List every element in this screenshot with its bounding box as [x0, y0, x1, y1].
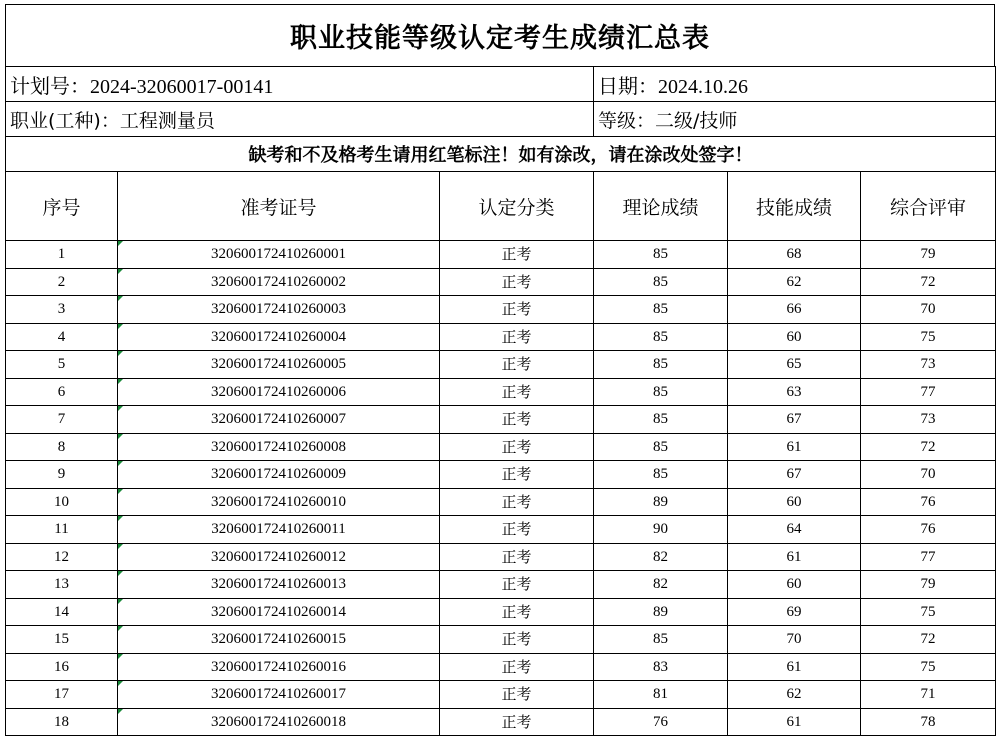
- header-category[interactable]: 认定分类: [440, 172, 594, 241]
- cell-theory[interactable]: 85: [594, 296, 728, 324]
- date-cell[interactable]: 日期：2024.10.26: [594, 67, 996, 102]
- cell-category[interactable]: 正考: [440, 626, 594, 654]
- cell-review[interactable]: 75: [861, 653, 996, 681]
- cell-theory[interactable]: 82: [594, 543, 728, 571]
- cell-review[interactable]: 77: [861, 543, 996, 571]
- cell-no[interactable]: 10: [6, 488, 118, 516]
- notice-row: [6, 137, 996, 172]
- cell-theory[interactable]: 85: [594, 378, 728, 406]
- table-row: [6, 708, 996, 736]
- cell-theory[interactable]: 85: [594, 406, 728, 434]
- cell-exam-id[interactable]: 320600172410260005: [118, 351, 440, 379]
- cell-no[interactable]: 14: [6, 598, 118, 626]
- table-row: [6, 488, 996, 516]
- table-row: [6, 461, 996, 489]
- cell-theory[interactable]: 90: [594, 516, 728, 544]
- cell-skill[interactable]: 64: [728, 516, 861, 544]
- cell-category[interactable]: 正考: [440, 433, 594, 461]
- cell-skill[interactable]: 68: [728, 241, 861, 269]
- cell-exam-id[interactable]: 320600172410260012: [118, 543, 440, 571]
- cell-theory[interactable]: 89: [594, 488, 728, 516]
- cell-review[interactable]: 72: [861, 626, 996, 654]
- cell-exam-id[interactable]: 320600172410260015: [118, 626, 440, 654]
- cell-review[interactable]: 79: [861, 241, 996, 269]
- cell-review[interactable]: 73: [861, 351, 996, 379]
- table-row: [6, 241, 996, 269]
- cell-review[interactable]: 76: [861, 488, 996, 516]
- cell-no[interactable]: 7: [6, 406, 118, 434]
- cell-exam-id[interactable]: 320600172410260006: [118, 378, 440, 406]
- cell-no[interactable]: 3: [6, 296, 118, 324]
- cell-theory[interactable]: 89: [594, 598, 728, 626]
- cell-no[interactable]: 1: [6, 241, 118, 269]
- sheet-title: 职业技能等级认定考生成绩汇总表: [5, 4, 995, 66]
- cell-category[interactable]: 正考: [440, 571, 594, 599]
- cell-category[interactable]: 正考: [440, 323, 594, 351]
- header-no[interactable]: 序号: [6, 172, 118, 241]
- cell-review[interactable]: 73: [861, 406, 996, 434]
- cell-no[interactable]: 2: [6, 268, 118, 296]
- table-row: [6, 543, 996, 571]
- table-row: [6, 653, 996, 681]
- cell-skill[interactable]: 62: [728, 268, 861, 296]
- cell-theory[interactable]: 76: [594, 708, 728, 736]
- cell-exam-id[interactable]: 320600172410260001: [118, 241, 440, 269]
- cell-skill[interactable]: 63: [728, 378, 861, 406]
- cell-theory[interactable]: 85: [594, 626, 728, 654]
- cell-no[interactable]: 8: [6, 433, 118, 461]
- cell-review[interactable]: 72: [861, 433, 996, 461]
- cell-theory[interactable]: 82: [594, 571, 728, 599]
- cell-category[interactable]: 正考: [440, 241, 594, 269]
- cell-exam-id[interactable]: 320600172410260004: [118, 323, 440, 351]
- cell-no[interactable]: 11: [6, 516, 118, 544]
- cell-no[interactable]: 9: [6, 461, 118, 489]
- cell-no[interactable]: 17: [6, 681, 118, 709]
- cell-review[interactable]: 70: [861, 296, 996, 324]
- cell-theory[interactable]: 81: [594, 681, 728, 709]
- header-review[interactable]: 综合评审: [861, 172, 996, 241]
- cell-theory[interactable]: 85: [594, 351, 728, 379]
- table-row: [6, 516, 996, 544]
- cell-exam-id[interactable]: 320600172410260008: [118, 433, 440, 461]
- header-theory[interactable]: 理论成绩: [594, 172, 728, 241]
- cell-review[interactable]: 79: [861, 571, 996, 599]
- cell-skill[interactable]: 61: [728, 653, 861, 681]
- cell-category[interactable]: 正考: [440, 296, 594, 324]
- cell-skill[interactable]: 69: [728, 598, 861, 626]
- cell-no[interactable]: 16: [6, 653, 118, 681]
- cell-skill[interactable]: 61: [728, 708, 861, 736]
- cell-exam-id[interactable]: 320600172410260018: [118, 708, 440, 736]
- cell-skill[interactable]: 61: [728, 433, 861, 461]
- cell-review[interactable]: 72: [861, 268, 996, 296]
- header-exam-id[interactable]: 准考证号: [118, 172, 440, 241]
- cell-theory[interactable]: 85: [594, 241, 728, 269]
- cell-category[interactable]: 正考: [440, 653, 594, 681]
- cell-skill[interactable]: 60: [728, 323, 861, 351]
- table-row: [6, 268, 996, 296]
- cell-no[interactable]: 6: [6, 378, 118, 406]
- score-table: [5, 66, 996, 736]
- cell-category[interactable]: 正考: [440, 708, 594, 736]
- cell-exam-id[interactable]: 320600172410260003: [118, 296, 440, 324]
- cell-no[interactable]: 13: [6, 571, 118, 599]
- cell-exam-id[interactable]: 320600172410260011: [118, 516, 440, 544]
- occupation-cell[interactable]: 职业(工种)：工程测量员: [6, 102, 594, 137]
- table-row: [6, 626, 996, 654]
- cell-review[interactable]: 70: [861, 461, 996, 489]
- cell-theory[interactable]: 85: [594, 323, 728, 351]
- cell-review[interactable]: 77: [861, 378, 996, 406]
- cell-skill[interactable]: 65: [728, 351, 861, 379]
- cell-exam-id[interactable]: 320600172410260007: [118, 406, 440, 434]
- table-row: [6, 598, 996, 626]
- cell-theory[interactable]: 83: [594, 653, 728, 681]
- cell-exam-id[interactable]: 320600172410260010: [118, 488, 440, 516]
- cell-category[interactable]: 正考: [440, 378, 594, 406]
- cell-skill[interactable]: 67: [728, 461, 861, 489]
- cell-skill[interactable]: 60: [728, 488, 861, 516]
- table-row: [6, 323, 996, 351]
- cell-skill[interactable]: 60: [728, 571, 861, 599]
- cell-skill[interactable]: 67: [728, 406, 861, 434]
- level-cell[interactable]: 等级：二级/技师: [594, 102, 996, 137]
- notice-cell[interactable]: 缺考和不及格考生请用红笔标注！如有涂改，请在涂改处签字！: [6, 137, 996, 172]
- cell-theory[interactable]: 85: [594, 433, 728, 461]
- cell-category[interactable]: 正考: [440, 406, 594, 434]
- cell-category[interactable]: 正考: [440, 488, 594, 516]
- cell-exam-id[interactable]: 320600172410260002: [118, 268, 440, 296]
- table-row: [6, 571, 996, 599]
- cell-skill[interactable]: 70: [728, 626, 861, 654]
- header-row: [6, 172, 996, 241]
- cell-category[interactable]: 正考: [440, 351, 594, 379]
- info-row-2: [6, 102, 996, 137]
- cell-review[interactable]: 76: [861, 516, 996, 544]
- cell-skill[interactable]: 61: [728, 543, 861, 571]
- cell-review[interactable]: 75: [861, 598, 996, 626]
- cell-exam-id[interactable]: 320600172410260009: [118, 461, 440, 489]
- cell-exam-id[interactable]: 320600172410260014: [118, 598, 440, 626]
- cell-review[interactable]: 75: [861, 323, 996, 351]
- cell-category[interactable]: 正考: [440, 268, 594, 296]
- cell-no[interactable]: 5: [6, 351, 118, 379]
- cell-theory[interactable]: 85: [594, 461, 728, 489]
- cell-theory[interactable]: 85: [594, 268, 728, 296]
- cell-category[interactable]: 正考: [440, 516, 594, 544]
- cell-category[interactable]: 正考: [440, 598, 594, 626]
- cell-exam-id[interactable]: 320600172410260013: [118, 571, 440, 599]
- table-row: [6, 296, 996, 324]
- cell-skill[interactable]: 62: [728, 681, 861, 709]
- cell-no[interactable]: 18: [6, 708, 118, 736]
- cell-exam-id[interactable]: 320600172410260016: [118, 653, 440, 681]
- table-row: [6, 681, 996, 709]
- cell-category[interactable]: 正考: [440, 461, 594, 489]
- table-row: [6, 378, 996, 406]
- info-row-1: [6, 67, 996, 102]
- cell-no[interactable]: 15: [6, 626, 118, 654]
- cell-review[interactable]: 71: [861, 681, 996, 709]
- table-row: [6, 351, 996, 379]
- cell-exam-id[interactable]: 320600172410260017: [118, 681, 440, 709]
- plan-number-cell[interactable]: 计划号：2024-32060017-00141: [6, 67, 594, 102]
- cell-review[interactable]: 78: [861, 708, 996, 736]
- header-skill[interactable]: 技能成绩: [728, 172, 861, 241]
- cell-no[interactable]: 12: [6, 543, 118, 571]
- cell-skill[interactable]: 66: [728, 296, 861, 324]
- cell-category[interactable]: 正考: [440, 681, 594, 709]
- cell-category[interactable]: 正考: [440, 543, 594, 571]
- cell-no[interactable]: 4: [6, 323, 118, 351]
- table-row: [6, 406, 996, 434]
- table-row: [6, 433, 996, 461]
